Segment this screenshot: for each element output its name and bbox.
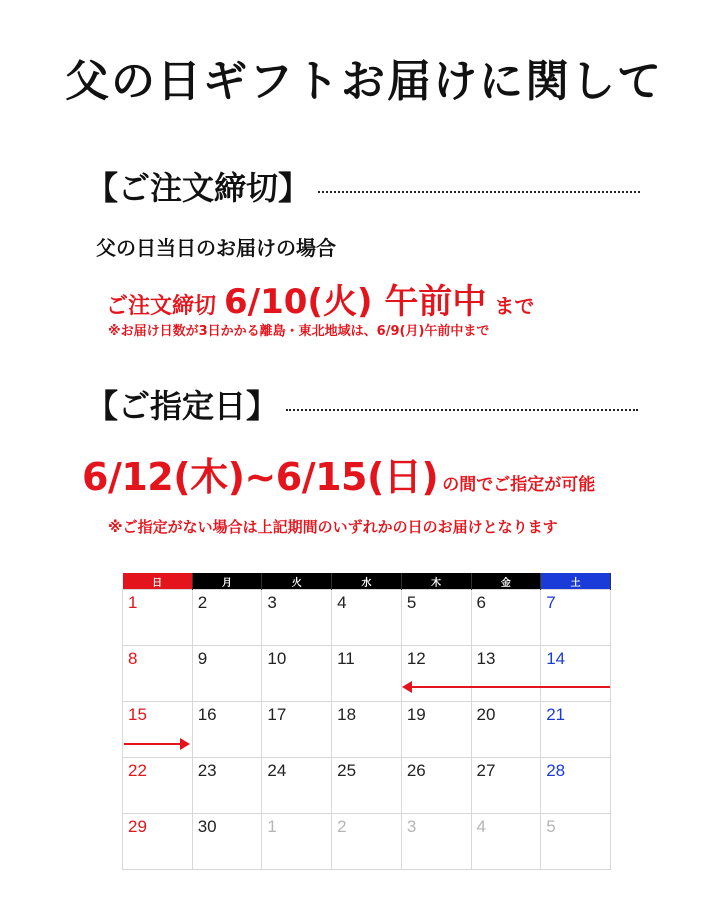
calendar-day [541, 646, 611, 702]
day-number: 21 [546, 705, 566, 724]
calendar-day [401, 758, 471, 814]
calendar-day [123, 814, 193, 870]
day-number: 5 [546, 817, 556, 836]
day-number: 25 [337, 761, 357, 780]
day-number: 24 [267, 761, 287, 780]
calendar-week-row [123, 590, 611, 646]
calendar-day [123, 758, 193, 814]
dotted-leader [318, 191, 640, 193]
day-number: 26 [406, 761, 426, 780]
calendar-week-row [123, 758, 611, 814]
day-number: 19 [406, 705, 426, 724]
calendar [122, 573, 611, 870]
calendar-day [471, 590, 541, 646]
calendar-day [332, 758, 402, 814]
day-number: 13 [476, 649, 496, 668]
day-number: 3 [406, 817, 417, 836]
day-number: 5 [406, 593, 417, 612]
calendar-week-row [123, 702, 611, 758]
calendar-day [541, 702, 611, 758]
calendar-day [192, 758, 262, 814]
calendar-day [541, 590, 611, 646]
day-number: 9 [197, 649, 208, 668]
day-number: 4 [476, 817, 486, 836]
calendar-day [123, 646, 193, 702]
day-number: 28 [546, 761, 566, 780]
day-number: 12 [406, 649, 426, 668]
page-title-text: 父の日ギフトお届けに関して [65, 56, 663, 107]
day-number: 27 [476, 761, 496, 780]
day-number: 8 [128, 649, 138, 668]
weekday-mon: 月 [192, 573, 262, 590]
day-number: 20 [476, 705, 496, 724]
weekday-wed: 水 [332, 573, 402, 590]
day-number: 1 [267, 817, 277, 836]
weekday-thu: 木 [401, 573, 471, 590]
designated-range-line [82, 446, 595, 501]
remote-area-note: ※お届け日数が3日かかる離島・東北地域は、6/9(月)午前中まで [108, 324, 490, 339]
calendar-day [332, 646, 402, 702]
day-number: 3 [267, 593, 277, 612]
calendar-day [262, 758, 332, 814]
day-number: 10 [267, 649, 287, 668]
dotted-leader [286, 409, 638, 411]
deadline-suffix: まで [494, 294, 535, 318]
day-number: 18 [337, 705, 357, 724]
order-deadline-heading [86, 168, 640, 208]
calendar-weekday-row [123, 573, 611, 590]
day-number: 2 [197, 593, 208, 612]
weekday-tue: 火 [262, 573, 332, 590]
calendar-day [332, 814, 402, 870]
same-day-delivery-label: 父の日当日のお届けの場合 [96, 236, 336, 260]
weekday-sun: 日 [123, 573, 193, 590]
calendar-day [471, 814, 541, 870]
deadline-prefix: ご注文締切 [106, 294, 217, 319]
day-number: 1 [128, 593, 138, 612]
calendar-day [262, 590, 332, 646]
calendar-week-row [123, 646, 611, 702]
calendar-day [471, 646, 541, 702]
calendar-day [262, 814, 332, 870]
day-number: 14 [546, 649, 566, 668]
calendar-day [262, 646, 332, 702]
calendar-day [471, 702, 541, 758]
day-number: 30 [197, 817, 217, 836]
calendar-week-row [123, 814, 611, 870]
calendar-day [192, 814, 262, 870]
designated-range: 6/12(木)~6/15(日) [82, 455, 439, 499]
calendar-day [471, 758, 541, 814]
day-number: 17 [267, 705, 287, 724]
day-number: 7 [546, 593, 556, 612]
calendar-day [192, 590, 262, 646]
deadline-date: 6/10(火) 午前中 [224, 282, 487, 322]
calendar-day [401, 814, 471, 870]
no-designation-note: ※ご指定がない場合は上記期間のいずれかの日のお届けとなります [108, 518, 558, 536]
order-deadline-line [106, 274, 534, 323]
calendar-day [541, 814, 611, 870]
page-title [57, 52, 671, 112]
calendar-day [401, 590, 471, 646]
title-block [0, 52, 728, 112]
day-number: 23 [197, 761, 217, 780]
designated-date-heading [86, 386, 638, 426]
calendar-day [401, 646, 471, 702]
range-start-arrow [410, 686, 610, 688]
day-number: 6 [476, 593, 486, 612]
weekday-fri: 金 [471, 573, 541, 590]
designated-range-suffix: の間でご指定が可能 [442, 475, 596, 495]
day-number: 2 [337, 817, 347, 836]
day-number: 22 [128, 761, 147, 780]
designated-date-heading-text: 【ご指定日】 [86, 387, 279, 425]
calendar-day [123, 590, 193, 646]
calendar-day [541, 758, 611, 814]
day-number: 4 [337, 593, 347, 612]
weekday-sat: 土 [541, 573, 611, 590]
calendar-day [332, 590, 402, 646]
calendar-day [332, 702, 402, 758]
range-end-arrow [124, 743, 182, 745]
day-number: 15 [128, 705, 147, 724]
day-number: 16 [197, 705, 217, 724]
order-deadline-heading-text: 【ご注文締切】 [86, 169, 311, 207]
calendar-day [401, 702, 471, 758]
calendar-day [192, 646, 262, 702]
calendar-day [192, 702, 262, 758]
calendar-day [262, 702, 332, 758]
day-number: 11 [337, 649, 355, 668]
day-number: 29 [128, 817, 147, 836]
